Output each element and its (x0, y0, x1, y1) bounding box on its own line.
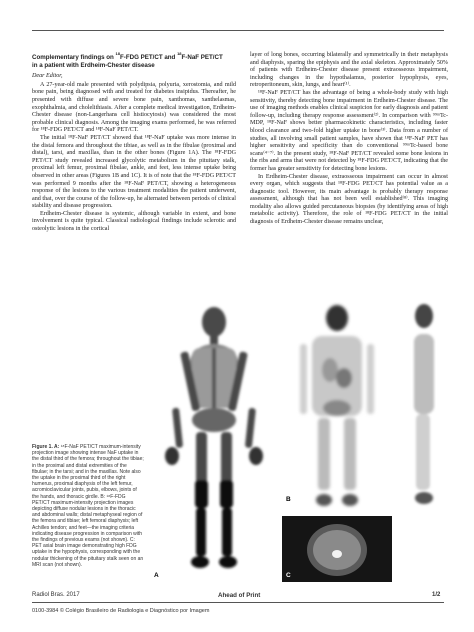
header-rule (32, 30, 444, 31)
fdg-mip-lateral-image (396, 300, 452, 512)
paragraph-1: A 27-year-old male presented with polydipsia, polyuria, xerostomia, and mild bone pain, being diagnosed with and treated for diabetes insipidus. Thereafter, he presented with diffuse and severe bone pain, xanthomas, xanthelasmas, exophthalmia, and cholelithiasis. After a complete medical investigation, Erdheim-Chester disease (non-Langerhans cell histiocytosis) was considered the most probable clinical diagnosis. Among the imaging exams performed, he was referred for ¹⁸F-FDG PET/CT and ¹⁸F-NaF PET/CT. (32, 81, 236, 134)
fdg-mip-image (282, 300, 392, 512)
pet-axial-brain-image (282, 516, 392, 582)
copyright-notice: 0100-3984 © Colégio Brasileiro de Radiologia e Diagnóstico por Imagem (32, 608, 210, 614)
figure-panel-c (282, 516, 392, 582)
footer-rule (32, 602, 444, 603)
journal-citation: Radiol Bras. 2017 (32, 592, 80, 598)
left-column (32, 51, 236, 234)
panel-label-c: C (286, 572, 291, 579)
panel-label-b: B (286, 496, 291, 503)
panel-label-a: A (154, 572, 159, 579)
paragraph-r3: In Erdheim-Chester disease, extraosseous impairment can occur in almost every organ, which suggests that ¹⁸F-FDG PET/CT has potential value as a diagnostic tool. However, its main advantage is probably therapy response assessment, although that has not been well established⁽⁸⁾. This imaging modality also allows guided percutaneous biopsies (by identifying areas of high metabolic activity). Therefore, the role of ¹⁸F-FDG PET/CT in the initial diagnosis of Erdheim-Chester disease remains unclear, (250, 173, 448, 226)
page-number: 1/2 (432, 592, 441, 598)
paragraph-r1: layer of long bones, occurring bilaterally and symmetrically in their metaphysis and diaphysis, sparing the epiphysis and the axial skeleton. Approximately 50% of patients with Erdheim-Chester disease present extraosseous impairment, including changes in the hypothalamus, posterior hypophysis, eyes, retroperitoneum, skin, lungs, and heart⁽¹⁾. (250, 52, 448, 89)
figure-panel-a (150, 300, 278, 582)
figure-panel-b-lateral (396, 300, 452, 512)
paragraph-2: The initial ¹⁸F-NaF PET/CT showed that ¹⁸F-NaF uptake was more intense in the distal femora and throughout the tibiae, as well as in the fibulae (proximal and distal), tarsi, and maxillas, than in the other bones (Figure 1A). The ¹⁸F-FDG PET/CT study revealed increased glycolytic metabolism in the pituitary stalk, proximal left femur, proximal fibulae, ankle, and feet, less intense uptake being observed in other areas (Figures 1B and 1C). It is of note that the ¹⁸F-FDG PET/CT was performed 9 months after the ¹⁸F-NaF PET/CT, showing a heterogeneous response of the lesions to the various treatment modalities the patient underwent, and that, over the course of the follow-up, he alternated between periods of clinical stability and disease progression. (32, 134, 236, 210)
figure-1 (150, 300, 450, 582)
ahead-of-print-label: Ahead of Print (218, 592, 261, 599)
article-title: Complementary findings on $^{18}$F-FDG PET/CT and $^{18}$F-NaF PET/CT in a patient with Erdheim-Chester disease (32, 51, 223, 69)
paragraph-r2: ¹⁸F-NaF PET/CT has the advantage of being a whole-body study with high sensitivity, thereby detecting bone impairment in Erdheim-Chester disease. The use of imaging methods enables clinical suspicion for early diagnosis and patient follow-up, including therapy response assessment⁽²⁾. In comparison with ⁹⁹ᵐTc-MDP, ¹⁸F-NaF shows better pharmacokinetic characteristics, including faster blood clearance and two-fold higher uptake in bone⁽³⁾. Data from a number of studies, all involving small patient samples, have shown that ¹⁸F-NaF PET has higher sensitivity and specificity than do conventional ⁹⁹ᵐTc-based bone scans⁽⁴⁻⁷⁾. In the present study, ¹⁸F-NaF PET/CT revealed some bone lesions in the ribs and arms that were not detected by ¹⁸F-FDG PET/CT, indicating that the former has greater sensitivity for detecting bone lesions. (250, 89, 448, 172)
salutation: Dear Editor, (32, 73, 63, 80)
naf-mip-image (150, 300, 278, 582)
figure-caption: Figure 1. A: ¹⁸F-NaF PET/CT maximum-intensity projection image showing intense NaF uptake in the distal third of the femora; throughout the tibiae; in the proximal and distal extremities of the fibulae; in the tarsi; and in the maxillas. Note also the uptake in the proximal third of the right humerus, proximal diaphysis of the left femur, acromioclavicular joints, pubis, elbows, joints of the hands, and thoracic girdle. B: ¹⁸F-FDG PET/CT maximum-intensity projection images depicting diffuse nodular lesions in the thoracic and abdominal walls; distal metaphyseal region of the femora and tibiae; left femoral diaphysis; left Achilles tendon; and feet—the imaging criteria indicating disease progression in comparison with the findings of previous exams (not shown). C: PET axial brain image demonstrating high FDG uptake in the hypophysis, corresponding with the nodular thickening of the pituitary stalk seen on an MRI scan (not shown). (32, 444, 144, 568)
figure-panel-b (282, 300, 392, 512)
right-column (250, 52, 448, 227)
paragraph-3: Erdheim-Chester disease is systemic, although variable in extent, and bone involvement is quite typical. Classical radiological findings include sclerotic and osteolytic lesions in the cortical (32, 210, 236, 233)
